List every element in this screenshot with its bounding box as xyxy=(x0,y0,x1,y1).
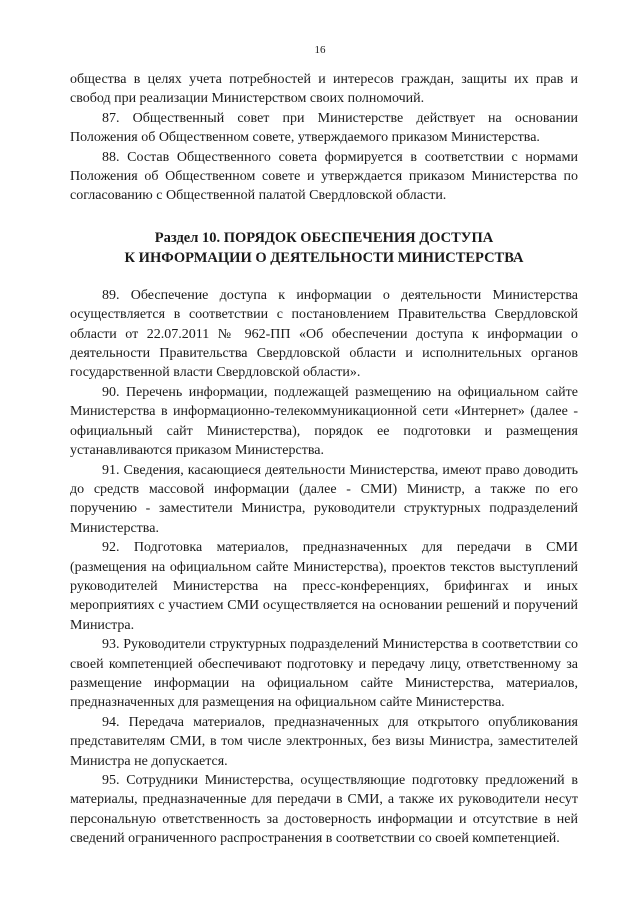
document-body xyxy=(70,70,578,849)
paragraph-86-continuation: общества в целях учета потребностей и интересов граждан, защиты их прав и свобод при реализации Министерством своих полномочий. xyxy=(70,72,578,107)
page-number: 16 xyxy=(314,44,326,56)
paragraph-91: 91. Сведения, касающиеся деятельности Министерства, имеют право доводить до средств массовой информации (далее - СМИ) Министр, а также по его поручению - заместители Министра, руководители структурных подразделений Министерства. xyxy=(70,462,578,536)
paragraph-94: 94. Передача материалов, предназначенных для открытого опубликования представителям СМИ, в том числе электронных, без визы Министра, заместителей Министра не допускается. xyxy=(70,714,578,769)
section-heading-line-2: К ИНФОРМАЦИИ О ДЕЯТЕЛЬНОСТИ МИНИСТЕРСТВА xyxy=(124,249,524,266)
section-heading xyxy=(70,228,578,268)
paragraph-89: 89. Обеспечение доступа к информации о деятельности Министерства осуществляется в соответствии с постановлением Правительства Свердловской области от 22.07.2011 № 962-ПП «Об обеспечении доступа к информации о деятельности Правительства Свердловской области и исполнительных органов государственной власти Свердловской области». xyxy=(70,287,578,381)
paragraph-92: 92. Подготовка материалов, предназначенных для передачи в СМИ (размещения на официальном сайте Министерства), проектов текстов выступлений руководителей Министерства на пресс-конференциях, брифингах и иных мероприятиях с участием СМИ осуществляется на основании решений и поручений Министра. xyxy=(70,540,578,633)
paragraph-87: 87. Общественный совет при Министерстве действует на основании Положения об Общественном совете, утверждаемого приказом Министерства. xyxy=(70,110,578,146)
paragraph-90: 90. Перечень информации, подлежащей размещению на официальном сайте Министерства в информационно-телекоммуникационной сети «Интернет» (далее - официальный сайт Министерства), порядок ее подготовки и размещения устанавливаются приказом Министерства. xyxy=(70,384,578,459)
section-heading-line-1: Раздел 10. ПОРЯДОК ОБЕСПЕЧЕНИЯ ДОСТУПА xyxy=(154,229,494,246)
paragraph-93: 93. Руководители структурных подразделений Министерства в соответствии со своей компетенцией обеспечивают подготовку и передачу лицу, ответственному за размещение информации на официальном сайте Министерства, материалов, предназначенных для размещения на официальном сайте Министерства. xyxy=(70,637,578,711)
paragraph-88: 88. Состав Общественного совета формируется в соответствии с нормами Положения об Общественном совете и утверждается приказом Министерства по согласованию с Общественной палатой Свердловской области. xyxy=(70,149,578,204)
paragraph-95: 95. Сотрудники Министерства, осуществляющие подготовку предложений в материалы, предназначенные для передачи в СМИ, а также их руководители несут персональную ответственность за достоверность информации и отсутствие в ней сведений ограниченного распространения в соответствии со своей компетенцией. xyxy=(70,773,578,847)
